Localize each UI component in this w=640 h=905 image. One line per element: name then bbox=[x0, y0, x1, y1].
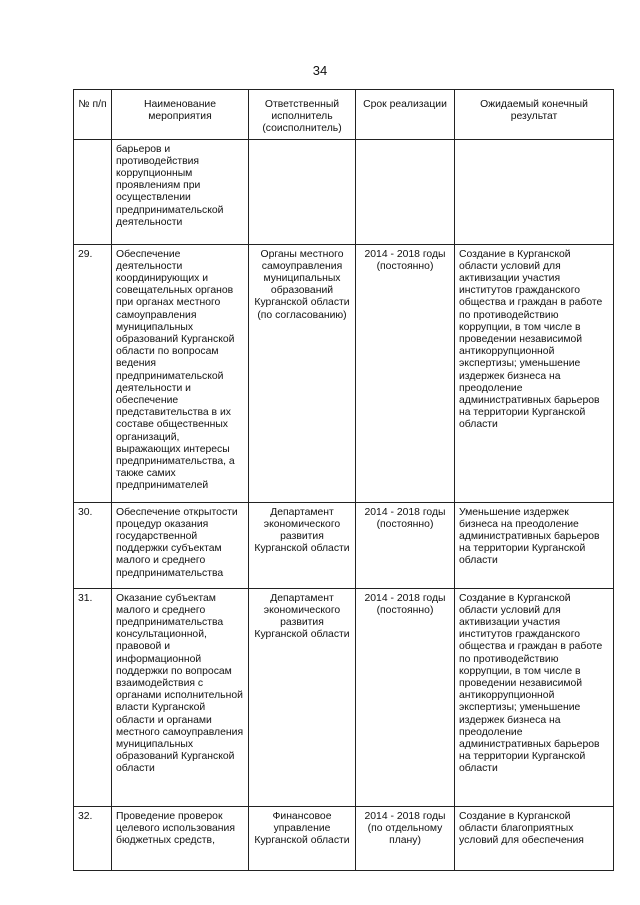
row-name: Оказание субъектам малого и среднего предпринимательства консультационной, правовой и информационной поддержки по вопросам взаимодействия с органами исполнительной власти Курганской области и органами местного самоуправления муниципальных образований Курганской области bbox=[112, 588, 249, 806]
row-result bbox=[455, 139, 614, 244]
table-header-row bbox=[74, 90, 614, 140]
row-name: Обеспечение открытости процедур оказания государственной поддержки субъектам малого и среднего предпринимательства bbox=[112, 502, 249, 588]
row-result: Уменьшение издержек бизнеса на преодоление административных барьеров на территории Курганской области bbox=[455, 502, 614, 588]
header-responsible: Ответственный исполнитель (соисполнитель) bbox=[249, 90, 356, 140]
row-term: 2014 - 2018 годы (по отдельному плану) bbox=[356, 806, 455, 870]
row-responsible: Департамент экономического развития Курганской области bbox=[249, 588, 356, 806]
header-name: Наименование мероприятия bbox=[112, 90, 249, 140]
row-responsible bbox=[249, 139, 356, 244]
page-number: 34 bbox=[312, 63, 328, 78]
row-responsible: Департамент экономического развития Курганской области bbox=[249, 502, 356, 588]
table-row bbox=[74, 588, 614, 806]
row-num: 31. bbox=[74, 588, 112, 806]
table-row bbox=[74, 244, 614, 502]
row-num: 29. bbox=[74, 244, 112, 502]
table-row bbox=[74, 139, 614, 244]
table-row bbox=[74, 806, 614, 870]
table-row bbox=[74, 502, 614, 588]
row-result: Создание в Курганской области благоприятных условий для обеспечения bbox=[455, 806, 614, 870]
row-term: 2014 - 2018 годы (постоянно) bbox=[356, 502, 455, 588]
row-term: 2014 - 2018 годы (постоянно) bbox=[356, 244, 455, 502]
row-term: 2014 - 2018 годы (постоянно) bbox=[356, 588, 455, 806]
row-name: Проведение проверок целевого использования бюджетных средств, bbox=[112, 806, 249, 870]
row-name: Обеспечение деятельности координирующих и совещательных органов при органах местного самоуправления муниципальных образований Курганской области по вопросам ведения предпринимательской деятельности и обеспечение представительства в их составе общественных организаций, выражающих интересы предпринимательства, а также самих предпринимателей bbox=[112, 244, 249, 502]
row-num bbox=[74, 139, 112, 244]
row-result: Создание в Курганской области условий для активизации участия институтов гражданского общества и граждан в работе по противодействию коррупции, в том числе в проведении независимой антикоррупционной экспертизы; уменьшение издержек бизнеса на преодоление административных барьеров на территории Курганской области bbox=[455, 244, 614, 502]
row-responsible: Финансовое управление Курганской области bbox=[249, 806, 356, 870]
header-num: № п/п bbox=[74, 90, 112, 140]
header-result: Ожидаемый конечный результат bbox=[455, 90, 614, 140]
row-name: барьеров и противодействия коррупционным проявлениям при осуществлении предпринимательской деятельности bbox=[112, 139, 249, 244]
row-responsible: Органы местного самоуправления муниципальных образований Курганской области (по согласованию) bbox=[249, 244, 356, 502]
row-num: 32. bbox=[74, 806, 112, 870]
measures-table bbox=[73, 89, 614, 871]
row-num: 30. bbox=[74, 502, 112, 588]
row-term bbox=[356, 139, 455, 244]
row-result: Создание в Курганской области условий для активизации участия институтов гражданского общества и граждан в работе по противодействию коррупции, в том числе в проведении независимой антикоррупционной экспертизы; уменьшение издержек бизнеса на преодоление административных барьеров на территории Курганской области bbox=[455, 588, 614, 806]
header-term: Срок реализации bbox=[356, 90, 455, 140]
